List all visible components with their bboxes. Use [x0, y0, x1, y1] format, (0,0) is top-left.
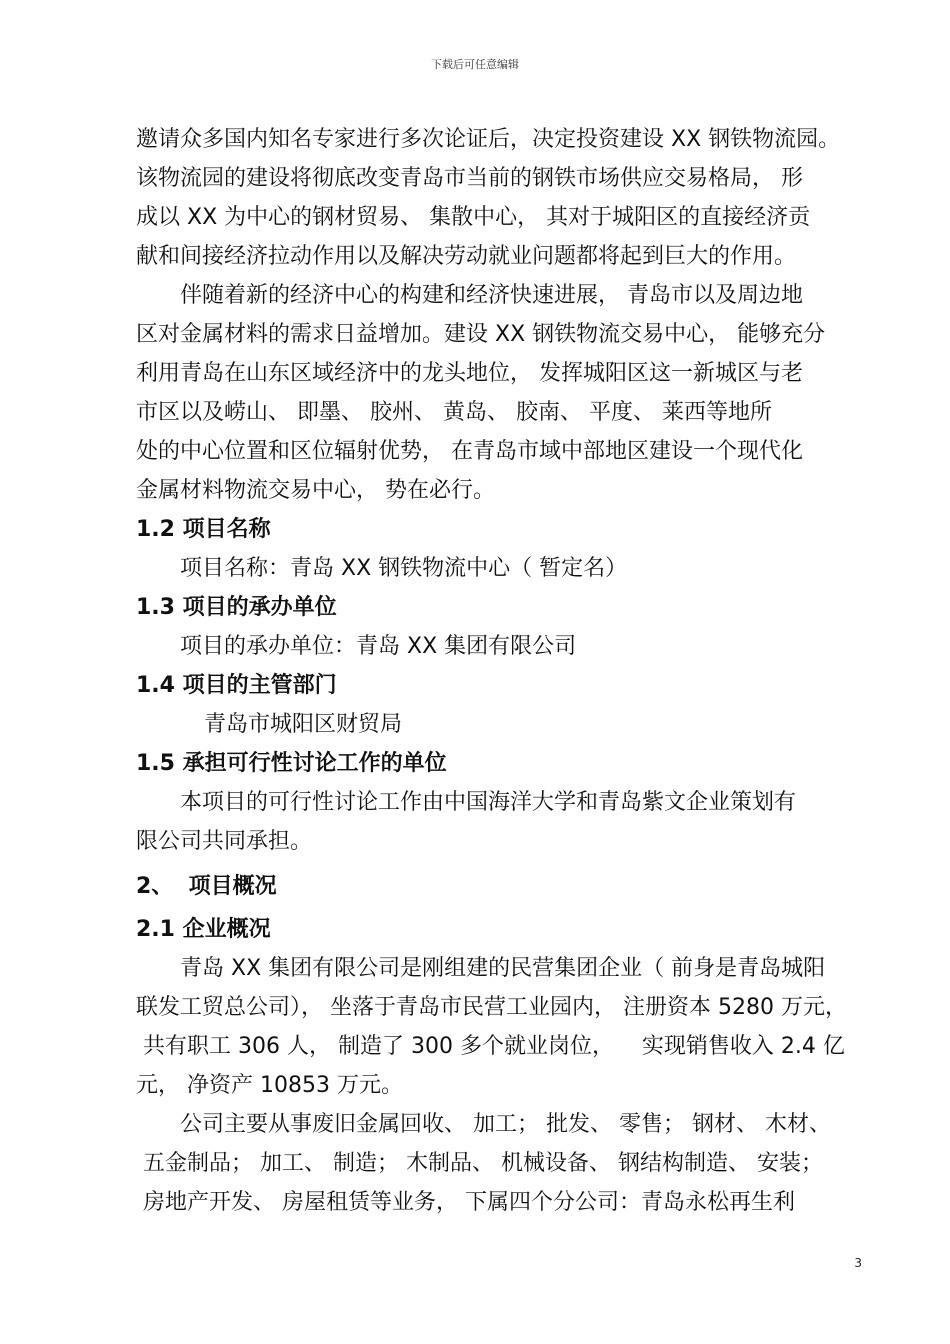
- section-heading-1-5: 1.5 承担可行性讨论工作的单位: [136, 751, 447, 776]
- paragraph-line: 处的中心位置和区位辐射优势， 在青岛市域中部地区建设一个现代化: [136, 439, 803, 464]
- paragraph-line: 该物流园的建设将彻底改变青岛市当前的钢铁市场供应交易格局， 形: [136, 166, 803, 191]
- section-heading-2-1: 2.1 企业概况: [136, 917, 271, 942]
- section-heading-2: 2、 项目概况: [136, 874, 277, 899]
- paragraph-line: 限公司共同承担。: [136, 829, 313, 854]
- paragraph-line: 区对金属材料的需求日益增加。建设 XX 钢铁物流交易中心， 能够充分: [136, 322, 826, 347]
- paragraph-line: 献和间接经济拉动作用以及解决劳动就业问题都将起到巨大的作用。: [136, 244, 797, 269]
- paragraph-line: 青岛 XX 集团有限公司是刚组建的民营集团企业（ 前身是青岛城阳: [180, 956, 826, 981]
- paragraph-line: 五金制品； 加工、 制造； 木制品、 机械设备、 钢结构制造、 安装；: [136, 1151, 823, 1176]
- page-header: 下载后可任意编辑: [431, 58, 519, 71]
- paragraph-line: 共有职工 306 人， 制造了 300 多个就业岗位， 实现销售收入 2.4 亿: [136, 1034, 845, 1059]
- paragraph-line: 金属材料物流交易中心， 势在必行。: [136, 478, 495, 503]
- paragraph-line: 元， 净资产 10853 万元。: [136, 1073, 403, 1098]
- paragraph-line: 利用青岛在山东区域经济中的龙头地位， 发挥城阳区这一新城区与老: [136, 361, 803, 386]
- paragraph-line: 伴随着新的经济中心的构建和经济快速进展， 青岛市以及周边地: [180, 283, 803, 308]
- paragraph-line: 项目名称：青岛 XX 钢铁物流中心（ 暂定名）: [180, 556, 628, 581]
- section-heading-1-4: 1.4 项目的主管部门: [136, 673, 337, 698]
- section-heading-1-2: 1.2 项目名称: [136, 517, 271, 542]
- page-number: 3: [854, 1256, 862, 1270]
- paragraph-line: 邀请众多国内知名专家进行多次论证后，决定投资建设 XX 钢铁物流园。: [136, 127, 841, 152]
- paragraph-line: 公司主要从事废旧金属回收、 加工； 批发、 零售； 钢材、 木材、: [180, 1112, 831, 1137]
- section-heading-1-3: 1.3 项目的承办单位: [136, 595, 337, 620]
- paragraph-line: 市区以及崂山、 即墨、 胶州、 黄岛、 胶南、 平度、 莱西等地所: [136, 400, 772, 425]
- paragraph-line: 项目的承办单位：青岛 XX 集团有限公司: [180, 634, 577, 659]
- paragraph-line: 房地产开发、 房屋租赁等业务， 下属四个分公司：青岛永松再生利: [136, 1190, 795, 1215]
- document-body: [136, 120, 848, 1222]
- paragraph-line: 青岛市城阳区财贸局: [204, 712, 403, 737]
- paragraph-line: 本项目的可行性讨论工作由中国海洋大学和青岛紫文企业策划有: [180, 790, 797, 815]
- paragraph-line: 联发工贸总公司）， 坐落于青岛市民营工业园内， 注册资本 5280 万元，: [136, 995, 847, 1020]
- paragraph-line: 成以 XX 为中心的钢材贸易、 集散中心， 其对于城阳区的直接经济贡: [136, 205, 811, 230]
